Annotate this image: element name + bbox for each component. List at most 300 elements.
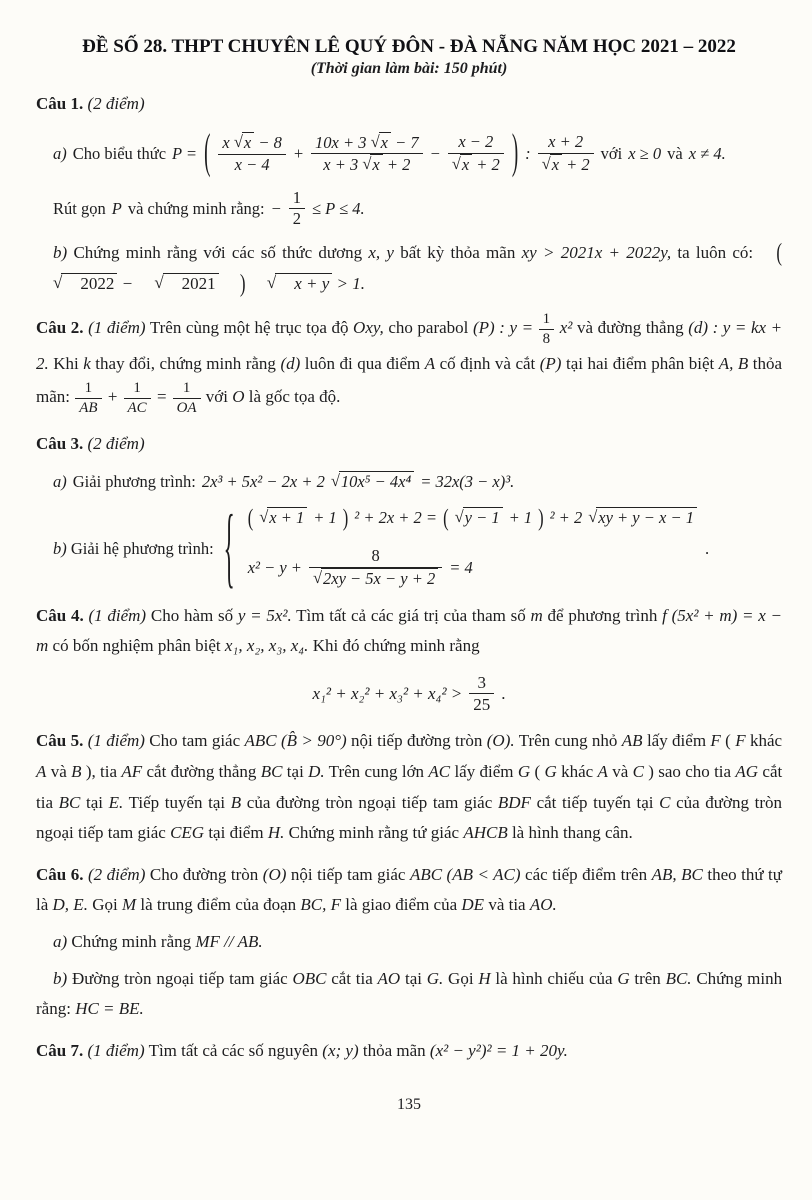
radicand: [267, 507, 307, 528]
system-period: .: [704, 538, 710, 558]
paren: ): [538, 502, 544, 532]
text-run: tại: [286, 762, 304, 782]
text-run: nội tiếp tam giác: [290, 864, 406, 884]
math-run: C: [659, 792, 671, 812]
math-run: x + 3: [323, 155, 359, 175]
math-run: C: [632, 762, 644, 782]
paren: ): [239, 268, 246, 298]
radicand: [463, 507, 503, 528]
text-run: tại hai điểm phân biệt: [565, 353, 715, 373]
math-run: A: [36, 762, 47, 782]
text-run: 2: [292, 209, 301, 229]
italic-run: (2 điểm): [87, 433, 145, 453]
math-run: H: [478, 968, 491, 988]
fraction: [538, 132, 594, 175]
math-run: Oxy,: [353, 318, 384, 338]
radical: [455, 507, 503, 528]
text-run: của đường tròn ngoại tiếp tam giác: [36, 792, 783, 843]
paren: (: [204, 126, 211, 180]
math-run: (O).: [486, 731, 515, 751]
math-run: ² + 2: [549, 507, 583, 527]
paren: (: [776, 237, 783, 267]
text-run: khác: [561, 762, 594, 782]
text-run: và đường thẳng: [576, 318, 684, 338]
question-5: [36, 726, 782, 848]
math-run: k: [83, 353, 91, 373]
math-run: y − 1: [464, 508, 500, 528]
text-run: 1: [292, 187, 301, 207]
text-run: để phương trình: [547, 605, 658, 625]
radical-sign-icon: √: [588, 507, 598, 527]
text-run: 1: [84, 380, 93, 397]
math-run: DE: [461, 895, 485, 915]
text-run: Gọi: [448, 968, 474, 988]
math-run: B: [230, 792, 242, 812]
radical-sign-icon: √: [330, 471, 340, 491]
radical-sign-icon: √: [451, 153, 461, 173]
text-run: Tìm tất cả các số nguyên: [148, 1040, 319, 1060]
text-run: là hình thang cân.: [511, 823, 633, 843]
math-run: x₁, x₂, x₃, x₄.: [224, 636, 309, 656]
math-run: AO: [377, 968, 401, 988]
math-run: F: [735, 731, 746, 751]
text-run: Chứng minh rằng với các số thức dương: [73, 243, 363, 263]
math-run: 2x³ + 5x² − 2x + 2: [201, 472, 325, 492]
italic-run: b): [53, 243, 68, 263]
radical-sign-icon: √: [541, 153, 551, 173]
math-run: x − 2: [458, 132, 494, 152]
text-run: Cho biểu thức: [72, 143, 167, 163]
math-run: x² − y +: [247, 558, 302, 578]
math-run: + 2: [566, 154, 590, 174]
italic-run: (2 điểm): [87, 864, 146, 884]
denominator: [311, 154, 423, 176]
text-run: lấy điểm: [646, 731, 707, 751]
math-run: 10x⁵ − 4x⁴: [340, 472, 412, 492]
exam-title: ĐỀ SỐ 28. THPT CHUYÊN LÊ QUÝ ĐÔN - ĐÀ NẴNG NĂM HỌC 2021 – 2022: [82, 36, 736, 57]
math-run: AF: [121, 762, 143, 782]
radical-sign-icon: √: [266, 272, 277, 292]
text-run: Chứng minh rằng:: [36, 968, 783, 1019]
math-run: A: [597, 762, 608, 782]
text-run: là hình chiếu của: [495, 968, 613, 988]
math-run: x: [372, 155, 380, 175]
radical-sign-icon: √: [154, 272, 164, 292]
text-run: Khi: [53, 353, 79, 373]
math-run: ABC: [244, 731, 277, 751]
radicand: [163, 273, 219, 294]
paren: ): [342, 502, 349, 532]
denominator: [218, 155, 285, 176]
italic-run: (2 điểm): [87, 94, 145, 113]
math-run: B: [71, 762, 82, 782]
math-run: AG: [735, 762, 759, 782]
radicand: [370, 154, 382, 175]
text-run: (: [534, 762, 541, 782]
denominator: [124, 399, 151, 418]
text-run: 2022: [80, 273, 115, 293]
radical: [452, 155, 472, 174]
radical-sign-icon: √: [53, 272, 63, 292]
text-run: Cho tam giác: [149, 731, 241, 751]
text-run: Tìm tất cả các giá trị của tham số: [296, 605, 526, 625]
math-run: −: [270, 198, 282, 218]
question-1a-formula: [36, 126, 782, 180]
math-run: D.: [308, 762, 325, 782]
radicand: [242, 132, 254, 153]
radical: [331, 471, 414, 493]
text-run: thỏa mãn:: [36, 353, 783, 407]
question-4-formula: [36, 672, 782, 716]
denominator: [309, 568, 442, 590]
text-run: cắt tia: [331, 968, 373, 988]
math-run: ABC (AB < AC): [409, 864, 521, 884]
math-run: x: [380, 132, 388, 152]
math-run: +: [292, 143, 305, 163]
math-run: = 4: [449, 558, 473, 578]
math-run: +: [106, 387, 119, 407]
math-run: − 7: [395, 132, 419, 152]
question-2: [36, 310, 782, 417]
math-run: M: [121, 895, 137, 915]
text-run: Khi đó chứng minh rằng: [312, 636, 480, 656]
question-1b: [36, 238, 782, 299]
text-run: theo thứ tự là: [36, 864, 782, 915]
paren: (: [247, 502, 254, 532]
text-run: và tia: [488, 895, 526, 915]
math-run: x + 1: [269, 508, 305, 528]
text-run: cố định và cắt: [439, 353, 536, 373]
text-run: cắt tiếp tuyến tại: [536, 792, 654, 812]
system-equation-1: [247, 502, 697, 532]
text-run: cắt đường thẳng: [146, 762, 257, 782]
text-run: luôn đi qua điểm: [304, 353, 421, 373]
math-run: E.: [108, 792, 124, 812]
radical: [588, 507, 697, 528]
denominator: [173, 399, 201, 418]
math-run: AHCB: [463, 823, 508, 843]
text-run: Giải phương trình:: [72, 472, 196, 492]
math-run: BC: [260, 762, 283, 782]
radical-sign-icon: √: [233, 132, 243, 152]
numerator: [539, 310, 554, 330]
text-run: 8: [371, 546, 380, 566]
math-run: x ≠ 4.: [688, 143, 726, 163]
question-3b-lead: [53, 539, 214, 559]
math-run: (B̂ > 90°): [280, 731, 347, 751]
text-run: 1: [182, 380, 191, 397]
text-run: trên: [634, 968, 661, 988]
fraction: [289, 188, 305, 230]
fraction: [469, 672, 494, 716]
text-run: là trung điểm của đoạn: [140, 895, 297, 915]
denominator: [469, 694, 494, 715]
italic-run: a): [53, 931, 68, 951]
text-run: với: [205, 387, 229, 407]
math-run: x, y: [368, 243, 394, 263]
math-run: f (5x² + m) = x − m: [36, 605, 783, 656]
math-run: AB: [79, 399, 98, 416]
radicand: [321, 568, 438, 589]
math-run: 2xy − 5x − y + 2: [323, 569, 436, 589]
math-run: x + y: [294, 273, 330, 293]
math-run: + 2: [386, 155, 411, 175]
text-run: là gốc tọa độ.: [248, 387, 341, 407]
paren: (: [443, 502, 449, 532]
math-run: ² + 2x + 2 =: [354, 507, 438, 527]
label-run: Câu 3.: [36, 433, 84, 453]
italic-run: (1 điểm): [87, 1040, 145, 1060]
text-run: tại: [404, 968, 422, 988]
text-run: của đường tròn ngoại tiếp tam giác: [246, 792, 493, 812]
math-run: −: [429, 143, 441, 163]
math-run: HC = BE.: [75, 999, 144, 1019]
radical-sign-icon: √: [370, 131, 380, 151]
math-run: (O): [262, 864, 287, 884]
denominator: [538, 154, 594, 176]
math-run: H.: [267, 823, 285, 843]
text-run: bất kỳ thỏa mãn: [400, 243, 516, 263]
math-run: BC, F: [300, 895, 342, 915]
radical: [313, 569, 438, 588]
text-run: .: [501, 683, 506, 703]
radical-sign-icon: √: [362, 154, 372, 174]
numerator: [289, 188, 305, 210]
text-run: Trên cung nhỏ: [518, 731, 618, 751]
math-run: xy > 2021x + 2022y,: [521, 243, 672, 263]
text-run: Trên cùng một hệ trục tọa độ: [149, 318, 349, 338]
italic-run: (1 điểm): [88, 605, 147, 625]
math-run: (x; y): [322, 1040, 359, 1060]
math-run: (x² − y²)² = 1 + 20y.: [429, 1040, 568, 1060]
text-run: ), tia: [85, 762, 118, 782]
radical: [137, 274, 218, 293]
text-run: thỏa mãn: [362, 1040, 426, 1060]
text-run: Giải hệ phương trình:: [70, 538, 214, 558]
text-run: lấy điểm: [454, 762, 514, 782]
radicand: [550, 154, 562, 175]
text-run: 2021: [181, 273, 216, 293]
fraction: [309, 546, 442, 589]
math-run: = 32x(3 − x)³.: [420, 472, 515, 492]
math-run: (d): [280, 353, 301, 373]
numerator: [218, 132, 285, 155]
numerator: [538, 132, 594, 154]
question-3b: [36, 497, 782, 596]
text-run: Chứng minh rằng: [71, 931, 192, 951]
radicand: [339, 471, 414, 492]
label-run: Câu 5.: [36, 731, 84, 751]
math-run: (P) : y =: [472, 318, 534, 338]
question-6b: [36, 964, 782, 1025]
radicand: [61, 273, 117, 294]
question-1-reduce-line: [36, 188, 782, 230]
fraction: [448, 132, 504, 175]
system-brace-icon: {: [223, 497, 235, 596]
denominator: [289, 209, 305, 230]
denominator: [448, 154, 504, 176]
numerator: [173, 379, 201, 399]
math-run: P: [111, 198, 122, 218]
numerator: [124, 379, 151, 399]
question-6a: [36, 927, 782, 958]
math-run: G: [517, 762, 531, 782]
math-run: AC: [127, 399, 147, 416]
denominator: [539, 330, 554, 349]
numerator: [75, 379, 101, 399]
radical: [250, 274, 332, 293]
denominator: [75, 399, 101, 418]
radical-sign-icon: √: [259, 507, 269, 527]
fraction: [75, 379, 101, 417]
radical: [542, 155, 562, 174]
text-run: thay đổi, chứng minh rằng: [95, 353, 276, 373]
math-run: OBC: [292, 968, 327, 988]
question-1-heading: [36, 89, 782, 120]
math-run: G: [544, 762, 557, 782]
exam-duration: (Thời gian làm bài: 150 phút): [310, 60, 508, 77]
radicand: [460, 154, 472, 175]
paren: ): [511, 126, 519, 180]
math-run: G: [617, 968, 630, 988]
math-run: + 1: [508, 507, 533, 527]
math-run: BDF: [497, 792, 531, 812]
math-run: + 1: [313, 507, 337, 527]
text-run: cho parabol: [388, 318, 469, 338]
label-run: Câu 2.: [36, 318, 84, 338]
math-run: AB, BC: [651, 864, 703, 884]
italic-run: (1 điểm): [87, 731, 145, 751]
math-run: BC: [58, 792, 81, 812]
numerator: [309, 546, 442, 568]
fraction: [218, 132, 285, 175]
math-run: BC.: [665, 968, 692, 988]
math-run: m: [530, 605, 543, 625]
label-run: Câu 4.: [36, 605, 84, 625]
radical: [234, 133, 254, 152]
math-run: MF // AB.: [195, 931, 263, 951]
text-run: ta luôn có:: [677, 243, 754, 263]
radical: [371, 133, 391, 152]
math-run: CEG: [170, 823, 205, 843]
numerator: [469, 672, 494, 694]
fraction: [311, 132, 423, 176]
math-run: AO.: [529, 895, 557, 915]
text-run: Cho đường tròn: [149, 864, 259, 884]
text-run: Rút gọn: [53, 198, 106, 218]
math-run: −: [121, 273, 134, 293]
radical-sign-icon: √: [454, 507, 464, 527]
radicand: [379, 132, 391, 153]
radical: [259, 507, 307, 528]
math-run: OA: [176, 399, 197, 416]
math-run: x²: [559, 318, 573, 338]
text-run: Đường tròn ngoại tiếp tam giác: [71, 968, 288, 988]
question-3a-formula: [36, 471, 782, 493]
text-run: 8: [542, 330, 551, 347]
text-run: các tiếp điểm trên: [525, 864, 648, 884]
numerator: [448, 132, 504, 154]
numerator: [311, 132, 423, 155]
text-run: và: [50, 762, 67, 782]
text-run: có bốn nghiệm phân biệt: [52, 636, 221, 656]
text-run: Chứng minh rằng tứ giác: [288, 823, 460, 843]
math-run: x₁² + x₂² + x₃² + x₄² >: [312, 683, 463, 703]
math-run: AB: [621, 731, 643, 751]
page-number: 135: [397, 1096, 421, 1114]
math-run: A: [424, 353, 436, 373]
text-run: tại điểm: [208, 823, 264, 843]
fraction: [124, 379, 151, 417]
text-run: Tiếp tuyến tại: [128, 792, 226, 812]
math-run: x − 4: [234, 154, 270, 174]
text-run: Gọi: [92, 895, 118, 915]
text-run: là giao điểm của: [345, 895, 458, 915]
math-run: x + 2: [548, 132, 584, 152]
math-run: D, E.: [52, 895, 88, 915]
math-run: F: [710, 731, 721, 751]
fraction: [173, 379, 201, 417]
text-run: 1: [542, 311, 551, 328]
math-run: x: [222, 133, 230, 153]
text-run: tại: [85, 792, 103, 812]
radical: [36, 274, 117, 293]
italic-run: a): [53, 472, 67, 492]
system-equation-2: [248, 546, 697, 589]
equation-system: [247, 502, 697, 589]
text-run: Trên cung lớn: [328, 762, 425, 782]
math-run: xy + y − x − 1: [598, 508, 694, 528]
text-run: với: [600, 143, 623, 163]
text-run: 1: [133, 380, 141, 397]
radical: [362, 155, 382, 174]
question-3-heading: [36, 429, 782, 460]
fraction: [539, 310, 554, 348]
text-run: 3: [477, 672, 487, 692]
radicand: [596, 507, 697, 528]
text-run: và: [667, 143, 683, 163]
label-run: Câu 6.: [36, 864, 84, 884]
math-run: (d) : y = kx + 2.: [36, 318, 783, 373]
italic-run: a): [53, 143, 67, 163]
text-run: ) sao cho tia: [648, 762, 732, 782]
math-run: =: [155, 387, 168, 407]
text-run: nội tiếp đường tròn: [351, 731, 483, 751]
math-run: > 1.: [336, 273, 365, 293]
math-run: O: [232, 387, 245, 407]
math-run: A, B: [718, 353, 749, 373]
math-run: (P): [539, 353, 562, 373]
question-6: [36, 860, 782, 921]
italic-run: (1 điểm): [88, 318, 146, 338]
math-run: :: [525, 143, 531, 163]
text-run: cắt tia: [36, 762, 783, 812]
text-run: khác: [749, 731, 783, 751]
math-run: x ≥ 0: [628, 143, 662, 163]
text-run: 25: [473, 695, 491, 715]
math-run: x: [243, 133, 252, 153]
question-4: [36, 601, 782, 662]
math-run: AC: [428, 762, 451, 782]
math-run: x: [461, 154, 470, 174]
math-run: P =: [172, 143, 198, 163]
math-run: x: [551, 154, 560, 174]
question-7: [36, 1036, 782, 1067]
italic-run: b): [53, 968, 68, 988]
math-run: G.: [426, 968, 444, 988]
math-run: − 8: [258, 133, 282, 153]
text-run: và chứng minh rằng:: [127, 198, 265, 218]
